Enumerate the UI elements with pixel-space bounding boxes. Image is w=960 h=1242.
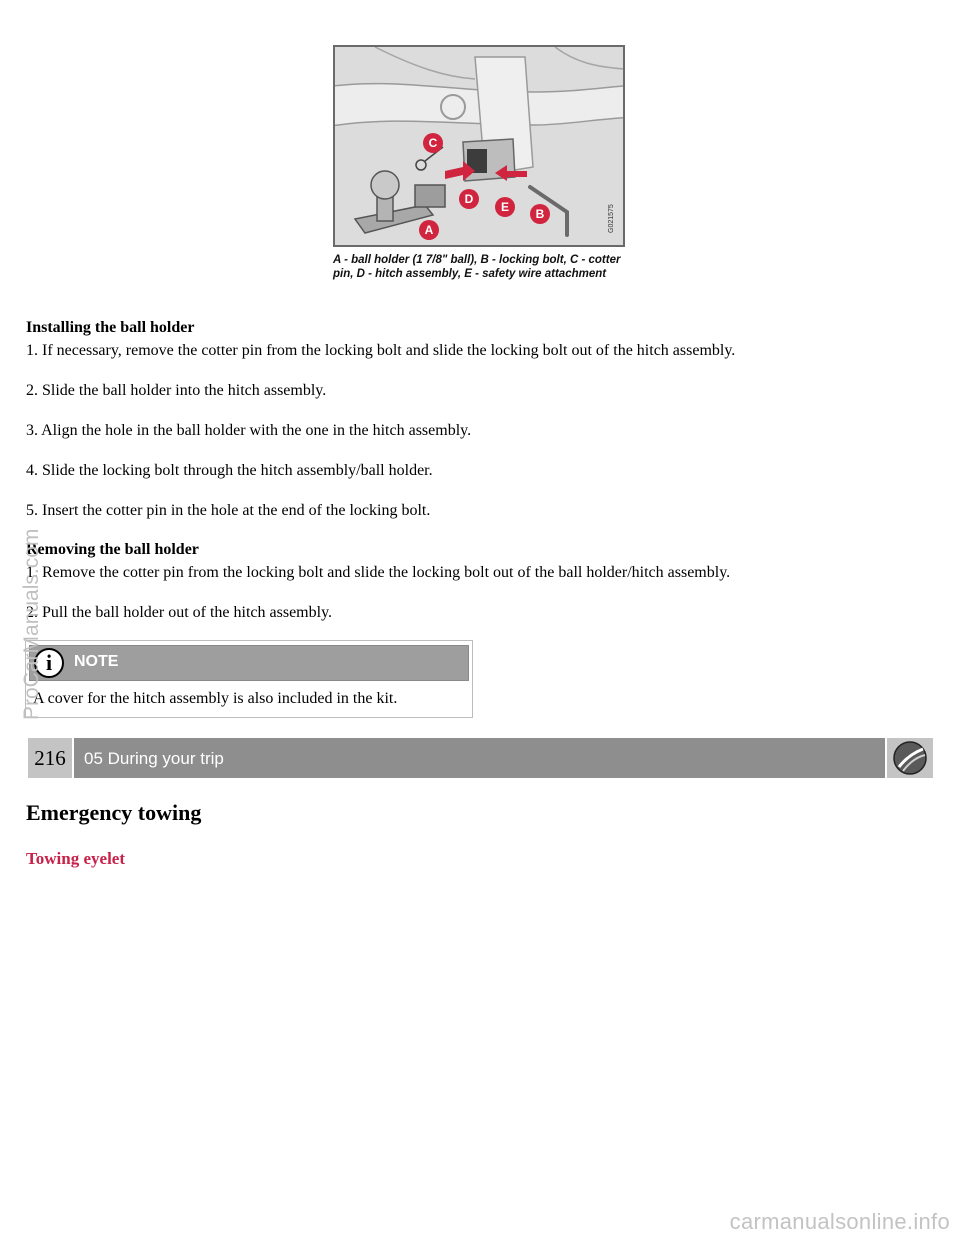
page-number: 216 <box>28 738 74 778</box>
callout-e: E <box>500 200 510 214</box>
install-step-4: 4. Slide the locking bolt through the hitch assembly/ball holder. <box>26 462 433 479</box>
section-bar <box>28 738 933 778</box>
callout-d: D <box>464 192 474 206</box>
callout-c: C <box>428 136 438 150</box>
remove-heading: Removing the ball holder <box>26 541 199 558</box>
note-title: NOTE <box>74 653 119 670</box>
note-box <box>25 640 473 718</box>
hitch-illustration <box>333 45 625 247</box>
remove-step-1: 1. Remove the cotter pin from the locking bolt and slide the locking bolt out of the ball holder/hitch assembly. <box>26 564 731 581</box>
watermark-left: ProCarManuals.com <box>20 528 43 720</box>
install-heading: Installing the ball holder <box>26 319 195 336</box>
figure-caption: A - ball holder (1 7/8" ball), B - locking bolt, C - cotter pin, D - hitch assembly, E - safety wire attachment <box>333 254 621 280</box>
install-step-1: 1. If necessary, remove the cotter pin from the locking bolt and slide the locking bolt out of the hitch assembly. <box>26 342 736 359</box>
callout-a: A <box>424 223 434 237</box>
install-step-3: 3. Align the hole in the ball holder with the one in the hitch assembly. <box>26 422 472 439</box>
road-icon <box>885 738 933 778</box>
install-step-2: 2. Slide the ball holder into the hitch assembly. <box>26 382 327 399</box>
section-subtitle: Towing eyelet <box>26 849 126 868</box>
figure-code: G021575 <box>608 204 615 233</box>
page-title: Emergency towing <box>26 800 202 825</box>
note-body: A cover for the hitch assembly is also included in the kit. <box>33 690 398 707</box>
note-header <box>29 645 469 681</box>
install-step-5: 5. Insert the cotter pin in the hole at the end of the locking bolt. <box>26 502 431 519</box>
remove-step-2: 2. Pull the ball holder out of the hitch assembly. <box>26 604 333 621</box>
info-icon: i <box>34 648 64 678</box>
callout-b: B <box>535 207 545 221</box>
section-title: 05 During your trip <box>84 749 224 768</box>
watermark-bottom: carmanualsonline.info <box>729 1209 950 1234</box>
